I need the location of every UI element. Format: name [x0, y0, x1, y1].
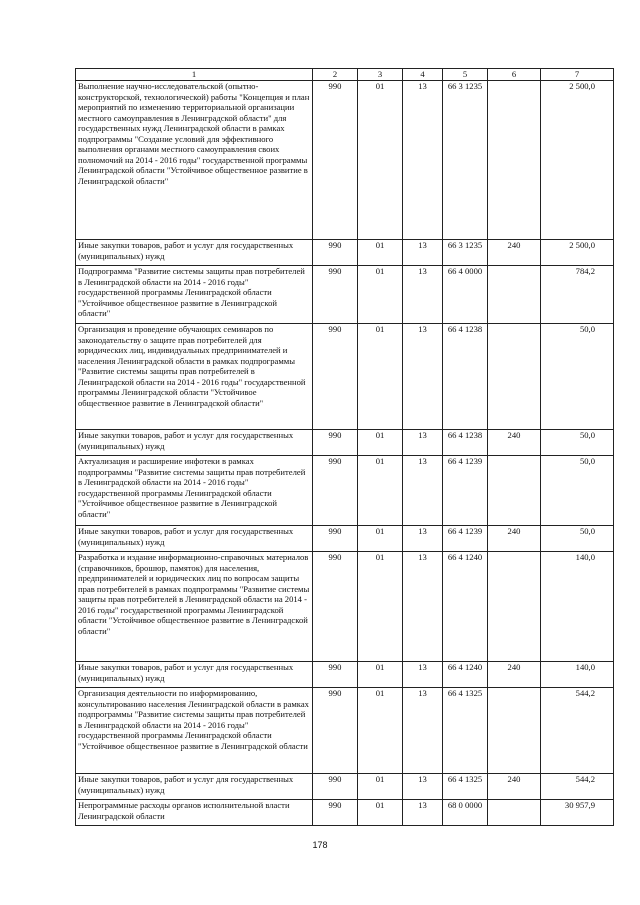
amount-cell: 2 500,0 — [541, 81, 614, 240]
target-article-cell: 66 4 1325 — [443, 688, 488, 774]
table-row — [76, 430, 614, 456]
target-article-cell: 66 4 1240 — [443, 552, 488, 662]
section-cell: 01 — [358, 324, 403, 430]
row-name-cell: Иные закупки товаров, работ и услуг для государственных (муниципальных) нужд — [76, 662, 313, 688]
row-name-cell: Непрограммные расходы органов исполнительной власти Ленинградской области — [76, 800, 313, 826]
row-name-cell: Подпрограмма "Развитие системы защиты прав потребителей в Ленинградской области на 2014 - 2016 годы" государственной программы Ленинградской области "Устойчивое общественное развитие в Ленинградской области" — [76, 266, 313, 324]
table-row — [76, 552, 614, 662]
expense-type-cell — [488, 81, 541, 240]
expense-type-cell: 240 — [488, 662, 541, 688]
subsection-cell: 13 — [403, 266, 443, 324]
section-cell: 01 — [358, 800, 403, 826]
grbs-cell: 990 — [313, 430, 358, 456]
table-row — [76, 800, 614, 826]
amount-cell: 50,0 — [541, 456, 614, 526]
row-name-cell: Выполнение научно-исследовательской (опытно-конструкторской, технологической) работы "Концепция и план мероприятий по изменению территориальной организации местного самоуправления в Ленинградской области" для государственных нужд Ленинградской области в рамках подпрограммы "Создание условий для эффективного выполнения органами местного самоуправления своих полномочий на 2014 - 2016 годы" государственной программы Ленинградской области "Устойчивое общественное развитие в Ленинградской области" — [76, 81, 313, 240]
subsection-cell: 13 — [403, 662, 443, 688]
expense-type-cell — [488, 552, 541, 662]
target-article-cell: 66 4 1238 — [443, 430, 488, 456]
amount-cell: 140,0 — [541, 552, 614, 662]
expense-type-cell: 240 — [488, 240, 541, 266]
subsection-cell: 13 — [403, 552, 443, 662]
target-article-cell: 66 4 1240 — [443, 662, 488, 688]
subsection-cell: 13 — [403, 688, 443, 774]
table-row — [76, 240, 614, 266]
column-header-4: 4 — [403, 69, 443, 81]
subsection-cell: 13 — [403, 240, 443, 266]
subsection-cell: 13 — [403, 324, 443, 430]
amount-cell: 544,2 — [541, 774, 614, 800]
section-cell: 01 — [358, 456, 403, 526]
row-name-cell: Организация деятельности по информированию, консультированию населения Ленинградской области в рамках подпрограммы "Развитие системы защиты прав потребителей в Ленинградской области на 2014 - 2016 годы" государственной программы Ленинградской области "Устойчивое общественное развитие в Ленинградской области — [76, 688, 313, 774]
row-name-cell: Иные закупки товаров, работ и услуг для государственных (муниципальных) нужд — [76, 774, 313, 800]
grbs-cell: 990 — [313, 662, 358, 688]
subsection-cell: 13 — [403, 526, 443, 552]
grbs-cell: 990 — [313, 240, 358, 266]
expense-type-cell — [488, 456, 541, 526]
table-row — [76, 688, 614, 774]
column-header-2: 2 — [313, 69, 358, 81]
subsection-cell: 13 — [403, 800, 443, 826]
amount-cell: 50,0 — [541, 526, 614, 552]
section-cell: 01 — [358, 266, 403, 324]
target-article-cell: 66 3 1235 — [443, 81, 488, 240]
grbs-cell: 990 — [313, 688, 358, 774]
row-name-cell: Актуализация и расширение инфотеки в рамках подпрограммы "Развитие системы защиты прав потребителей в Ленинградской области на 2014 - 2016 годы" государственной программы Ленинградской области "Устойчивое общественное развитие в Ленинградской области" — [76, 456, 313, 526]
row-name-cell: Разработка и издание информационно-справочных материалов (справочников, брошюр, памяток) для населения, предпринимателей и юридических лиц по вопросам защиты прав потребителей в рамках подпрограммы "Развитие системы защиты прав потребителей в Ленинградской области на 2014 - 2016 годы" государственной программы Ленинградской области "Устойчивое общественное развитие в Ленинградской области" — [76, 552, 313, 662]
target-article-cell: 66 4 1325 — [443, 774, 488, 800]
budget-table — [75, 68, 614, 826]
table-row — [76, 456, 614, 526]
section-cell: 01 — [358, 526, 403, 552]
target-article-cell: 66 4 1238 — [443, 324, 488, 430]
row-name-cell: Иные закупки товаров, работ и услуг для государственных (муниципальных) нужд — [76, 430, 313, 456]
table-row — [76, 662, 614, 688]
column-header-3: 3 — [358, 69, 403, 81]
row-name-cell: Иные закупки товаров, работ и услуг для государственных (муниципальных) нужд — [76, 240, 313, 266]
section-cell: 01 — [358, 552, 403, 662]
grbs-cell: 990 — [313, 81, 358, 240]
subsection-cell: 13 — [403, 81, 443, 240]
column-header-1: 1 — [76, 69, 313, 81]
section-cell: 01 — [358, 688, 403, 774]
grbs-cell: 990 — [313, 800, 358, 826]
expense-type-cell — [488, 688, 541, 774]
target-article-cell: 66 4 1239 — [443, 456, 488, 526]
column-header-5: 5 — [443, 69, 488, 81]
expense-type-cell: 240 — [488, 526, 541, 552]
grbs-cell: 990 — [313, 456, 358, 526]
amount-cell: 50,0 — [541, 324, 614, 430]
grbs-cell: 990 — [313, 774, 358, 800]
row-name-cell: Иные закупки товаров, работ и услуг для государственных (муниципальных) нужд — [76, 526, 313, 552]
expense-type-cell — [488, 800, 541, 826]
grbs-cell: 990 — [313, 324, 358, 430]
target-article-cell: 66 4 0000 — [443, 266, 488, 324]
expense-type-cell: 240 — [488, 430, 541, 456]
grbs-cell: 990 — [313, 526, 358, 552]
table-row — [76, 526, 614, 552]
amount-cell: 140,0 — [541, 662, 614, 688]
amount-cell: 30 957,9 — [541, 800, 614, 826]
table-header-row — [76, 69, 614, 81]
table-row — [76, 266, 614, 324]
target-article-cell: 68 0 0000 — [443, 800, 488, 826]
amount-cell: 544,2 — [541, 688, 614, 774]
target-article-cell: 66 4 1239 — [443, 526, 488, 552]
page-number: 178 — [312, 840, 328, 850]
grbs-cell: 990 — [313, 552, 358, 662]
amount-cell: 50,0 — [541, 430, 614, 456]
section-cell: 01 — [358, 240, 403, 266]
table-row — [76, 81, 614, 240]
section-cell: 01 — [358, 430, 403, 456]
grbs-cell: 990 — [313, 266, 358, 324]
column-header-6: 6 — [488, 69, 541, 81]
table-row — [76, 324, 614, 430]
subsection-cell: 13 — [403, 456, 443, 526]
table-row — [76, 774, 614, 800]
column-header-7: 7 — [541, 69, 614, 81]
amount-cell: 2 500,0 — [541, 240, 614, 266]
expense-type-cell — [488, 324, 541, 430]
amount-cell: 784,2 — [541, 266, 614, 324]
expense-type-cell — [488, 266, 541, 324]
expense-type-cell: 240 — [488, 774, 541, 800]
section-cell: 01 — [358, 81, 403, 240]
subsection-cell: 13 — [403, 430, 443, 456]
row-name-cell: Организация и проведение обучающих семинаров по законодательству о защите прав потребителей для юридических лиц, индивидуальных предпринимателей и населения Ленинградской области в рамках подпрограммы "Развитие системы защиты прав потребителей в Ленинградской области на 2014 - 2016 годы" государственной программы Ленинградской области "Устойчивое общественное развитие в Ленинградской области" — [76, 324, 313, 430]
target-article-cell: 66 3 1235 — [443, 240, 488, 266]
section-cell: 01 — [358, 774, 403, 800]
subsection-cell: 13 — [403, 774, 443, 800]
section-cell: 01 — [358, 662, 403, 688]
